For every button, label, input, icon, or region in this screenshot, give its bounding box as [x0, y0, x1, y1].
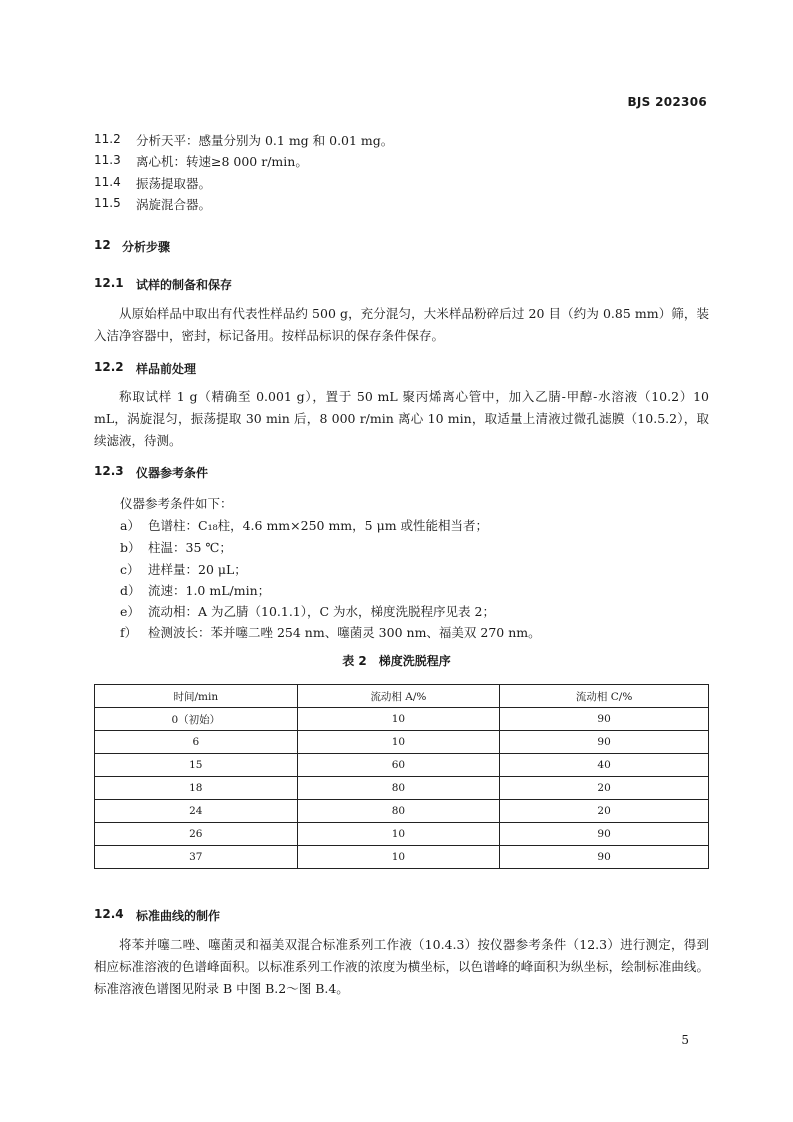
subsection-number: 12.1 — [94, 276, 124, 290]
item-text: 离心机：转速≥8 000 r/min。 — [136, 154, 308, 169]
table-cell: 90 — [500, 731, 709, 754]
table-cell: 6 — [95, 731, 298, 754]
document-code: BJS 202306 — [627, 95, 707, 109]
item-text: 涡旋混合器。 — [136, 197, 212, 212]
list-label: e） — [120, 604, 140, 619]
table-row — [95, 823, 709, 846]
subsection-title: 试样的制备和保存 — [136, 278, 233, 292]
paragraph-calibration: 将苯并噻二唑、噻菌灵和福美双混合标准系列工作液（10.4.3）按仪器参考条件（12.3）进行测定，得到相应标准溶液的色谱峰面积。以标准系列工作液的浓度为横坐标，以色谱峰的峰面积为纵坐标，绘制标准曲线。标准溶液色谱图见附录 B 中图 B.2～图 B.4。 — [94, 937, 709, 996]
gradient-table — [94, 684, 709, 869]
subsection-title: 仪器参考条件 — [136, 466, 209, 480]
table-cell: 90 — [500, 823, 709, 846]
table-cell: 80 — [297, 800, 500, 823]
table-cell: 0（初始） — [95, 708, 298, 731]
list-item: 进样量：20 μL； — [148, 562, 247, 577]
list-item: 检测波长：苯并噻二唑 254 nm、噻菌灵 300 nm、福美双 270 nm。 — [148, 625, 541, 640]
table-cell: 90 — [500, 708, 709, 731]
list-item: 柱温：35 ℃； — [148, 540, 232, 555]
table-cell: 80 — [297, 777, 500, 800]
table-cell: 10 — [297, 731, 500, 754]
subsection-number: 12.3 — [94, 464, 124, 478]
paragraph-sample-preparation: 从原始样品中取出有代表性样品约 500 g，充分混匀，大米样品粉碎后过 20 目（约为 0.85 mm）筛，装入洁净容器中，密封，标记备用。按样品标识的保存条件保存。 — [94, 306, 709, 343]
list-item: 流动相：A 为乙腈（10.1.1），C 为水，梯度洗脱程序见表 2； — [148, 604, 495, 619]
item-number: 11.2 — [94, 132, 121, 146]
table-cell: 10 — [297, 708, 500, 731]
list-item: 色谱柱：C₁₈柱，4.6 mm×250 mm，5 μm 或性能相当者； — [148, 518, 489, 533]
table-row — [95, 846, 709, 869]
list-label: a） — [120, 518, 140, 533]
table-cell: 20 — [500, 777, 709, 800]
subsection-title: 样品前处理 — [136, 362, 197, 376]
table-row — [95, 708, 709, 731]
subsection-number: 12.2 — [94, 360, 124, 374]
item-text: 分析天平：感量分别为 0.1 mg 和 0.01 mg。 — [136, 133, 394, 148]
list-label: b） — [120, 540, 141, 555]
item-number: 11.5 — [94, 196, 121, 210]
column-header: 流动相 A/% — [297, 685, 500, 708]
section-number: 12 — [94, 238, 111, 252]
list-label: f） — [120, 625, 138, 640]
list-item: 流速：1.0 mL/min； — [148, 583, 271, 598]
table-row — [95, 800, 709, 823]
table-row — [95, 777, 709, 800]
table-cell: 18 — [95, 777, 298, 800]
table-cell: 10 — [297, 846, 500, 869]
table-row — [95, 731, 709, 754]
table-cell: 15 — [95, 754, 298, 777]
table-row — [95, 754, 709, 777]
table-cell: 90 — [500, 846, 709, 869]
table-cell: 10 — [297, 823, 500, 846]
conditions-intro: 仪器参考条件如下： — [120, 496, 233, 511]
list-label: c） — [120, 562, 140, 577]
item-text: 振荡提取器。 — [136, 176, 212, 191]
table-cell: 60 — [297, 754, 500, 777]
table-cell: 24 — [95, 800, 298, 823]
table-cell: 20 — [500, 800, 709, 823]
table-cell: 40 — [500, 754, 709, 777]
subsection-title: 标准曲线的制作 — [136, 909, 221, 923]
table-header-row — [95, 685, 709, 708]
table-caption: 表 2 梯度洗脱程序 — [342, 654, 451, 668]
list-label: d） — [120, 583, 141, 598]
paragraph-pretreatment: 称取试样 1 g（精确至 0.001 g），置于 50 mL 聚丙烯离心管中，加入乙腈-甲醇-水溶液（10.2）10 mL，涡旋混匀，振荡提取 30 min 后，8 000 r/min 离心 10 min，取适量上清液过微孔滤膜（10.5.2），取续滤液，待测。 — [94, 389, 709, 448]
column-header: 时间/min — [95, 685, 298, 708]
table-cell: 37 — [95, 846, 298, 869]
column-header: 流动相 C/% — [500, 685, 709, 708]
page-number: 5 — [681, 1033, 689, 1047]
table-cell: 26 — [95, 823, 298, 846]
item-number: 11.4 — [94, 175, 121, 189]
subsection-number: 12.4 — [94, 907, 124, 921]
item-number: 11.3 — [94, 153, 121, 167]
section-title: 分析步骤 — [122, 240, 171, 254]
